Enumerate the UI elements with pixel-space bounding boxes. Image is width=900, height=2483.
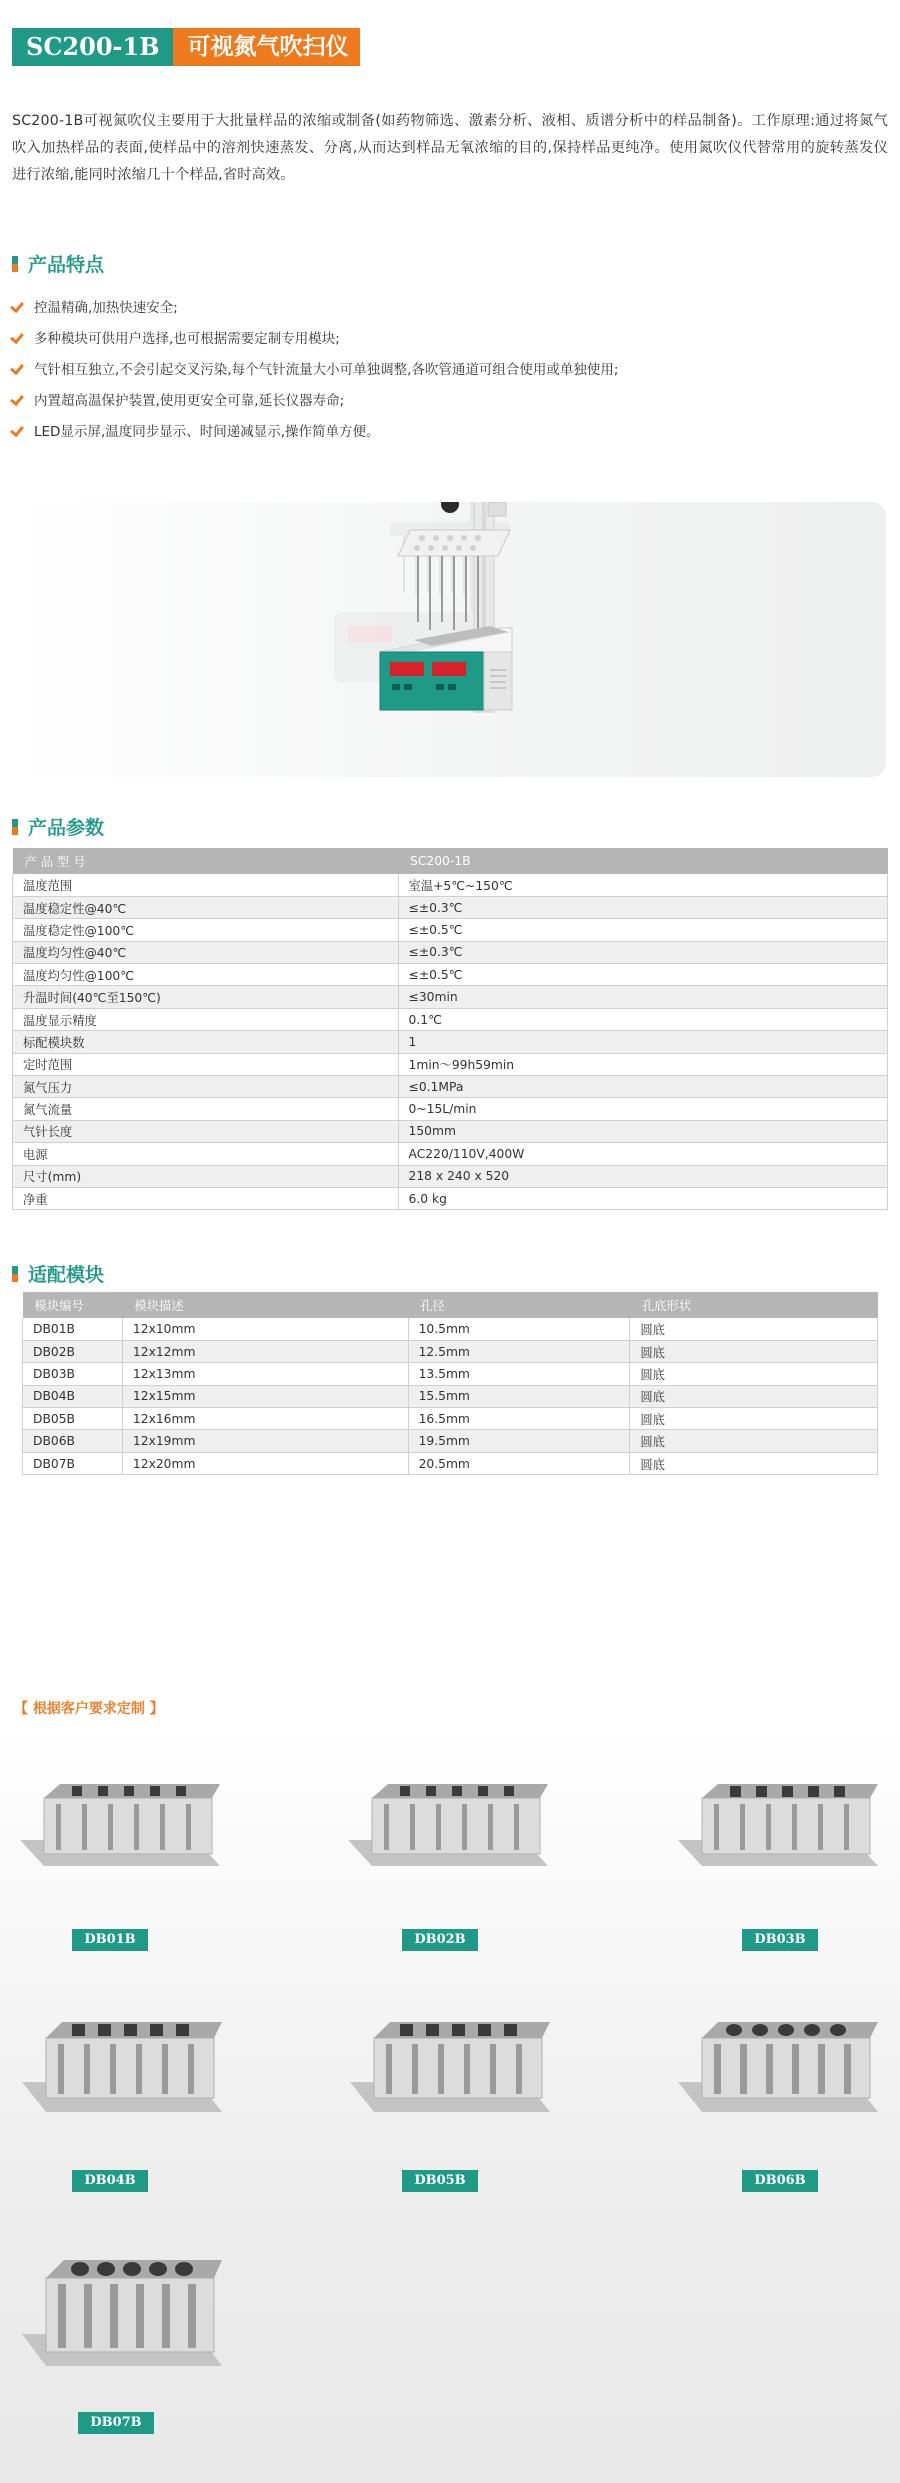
table-header-row: 模块编号 模块描述 孔径 孔底形状: [23, 1292, 878, 1318]
module-label: DB06B: [742, 2170, 818, 2192]
params-table: [12, 848, 888, 1210]
module-block-image: [678, 2018, 878, 2116]
params-heading: [12, 813, 104, 840]
intro-paragraph: SC200-1B可视氮吹仪主要用于大批量样品的浓缩或制备(如药物筛选、激素分析、液相、质谱分析中的样品制备)。工作原理:通过将氮气吹入加热样品的表面,使样品中的溶剂快速蒸发、分离,从而达到样品无氧浓缩的目的,保持样品更纯净。使用氮吹仪代替常用的旋转蒸发仪进行浓缩,能同时浓缩几十个样品,省时高效。: [12, 113, 888, 183]
table-row: 温度均匀性@100℃ ≤±0.5℃: [13, 964, 888, 986]
table-row: 氮气流量 0~15L/min: [13, 1098, 888, 1120]
table-row: DB06B 12x19mm 19.5mm 圆底: [23, 1430, 878, 1452]
check-icon: [12, 300, 24, 312]
module-block-image: [22, 2018, 222, 2116]
table-row: 温度显示精度 0.1℃: [13, 1008, 888, 1030]
feature-item: 内置超高温保护装置,使用更安全可靠,延长仪器寿命;: [12, 383, 888, 414]
module-label: DB03B: [742, 1929, 818, 1951]
table-row: 升温时间(40℃至150℃) ≤30min: [13, 986, 888, 1008]
table-row: DB02B 12x12mm 12.5mm 圆底: [23, 1340, 878, 1362]
section-marker-icon: [12, 1266, 18, 1282]
table-row: 定时范围 1min～99h59min: [13, 1053, 888, 1075]
table-row: DB05B 12x16mm 16.5mm 圆底: [23, 1408, 878, 1430]
check-icon: [12, 393, 24, 405]
page-title-bar: [12, 28, 360, 66]
nitrogen-evaporator-illustration: [12, 502, 886, 777]
module-label: DB05B: [402, 2170, 478, 2192]
check-icon: [12, 362, 24, 374]
section-marker-icon: [12, 819, 18, 835]
heating-block-illustration: [678, 2018, 878, 2116]
table-row: 尺寸(mm) 218 x 240 x 520: [13, 1165, 888, 1187]
product-image-panel: [12, 502, 886, 777]
module-label: DB01B: [72, 1929, 148, 1951]
features-list: [12, 290, 888, 445]
custom-title: 【 根据客户要求定制 】: [14, 1701, 164, 1717]
heating-block-illustration: [22, 2018, 222, 2116]
heating-block-illustration: [678, 1780, 878, 1870]
title-model: SC200-1B: [12, 28, 173, 66]
heating-block-illustration: [350, 2018, 550, 2116]
module-block-image: [20, 1780, 220, 1870]
features-title: 产品特点: [28, 254, 105, 276]
heating-block-illustration: [20, 1780, 220, 1870]
table-row: 气针长度 150mm: [13, 1120, 888, 1142]
table-row: DB01B 12x10mm 10.5mm 圆底: [23, 1318, 878, 1340]
check-icon: [12, 424, 24, 436]
title-name: 可视氮气吹扫仪: [173, 28, 360, 66]
table-row: DB03B 12x13mm 13.5mm 圆底: [23, 1363, 878, 1385]
feature-item: 控温精确,加热快速安全;: [12, 290, 888, 321]
params-title: 产品参数: [28, 817, 105, 839]
heating-block-illustration: [22, 2256, 222, 2371]
feature-item: 多种模块可供用户选择,也可根据需要定制专用模块;: [12, 321, 888, 352]
module-label: DB02B: [402, 1929, 478, 1951]
modules-title: 适配模块: [28, 1264, 105, 1286]
section-marker-icon: [12, 256, 18, 272]
table-row: 温度稳定性@100℃ ≤±0.5℃: [13, 919, 888, 941]
module-block-image: [350, 2018, 550, 2116]
feature-item: 气针相互独立,不会引起交叉污染,每个气针流量大小可单独调整,各吹管通道可组合使用或单独使用;: [12, 352, 888, 383]
check-icon: [12, 331, 24, 343]
table-row: 温度稳定性@40℃ ≤±0.3℃: [13, 896, 888, 918]
table-row: DB04B 12x15mm 15.5mm 圆底: [23, 1385, 878, 1407]
table-row: 温度范围 室温+5℃~150℃: [13, 874, 888, 896]
heating-block-illustration: [348, 1780, 548, 1870]
module-label: DB07B: [78, 2412, 154, 2434]
table-row: 净重 6.0 kg: [13, 1187, 888, 1209]
table-row: DB07B 12x20mm 20.5mm 圆底: [23, 1452, 878, 1474]
modules-table: [22, 1292, 878, 1475]
module-block-image: [22, 2256, 222, 2371]
table-row: 标配模块数 1: [13, 1031, 888, 1053]
table-header-row: 产 品 型 号 SC200-1B: [13, 848, 888, 874]
module-block-image: [678, 1780, 878, 1870]
modules-heading: [12, 1260, 104, 1287]
table-row: 氮气压力 ≤0.1MPa: [13, 1076, 888, 1098]
module-block-image: [348, 1780, 548, 1870]
features-heading: [12, 250, 104, 277]
feature-item: LED显示屏,温度同步显示、时间递减显示,操作简单方便。: [12, 414, 888, 445]
module-label: DB04B: [72, 2170, 148, 2192]
table-row: 温度均匀性@40℃ ≤±0.3℃: [13, 941, 888, 963]
table-row: 电源 AC220/110V,400W: [13, 1143, 888, 1165]
